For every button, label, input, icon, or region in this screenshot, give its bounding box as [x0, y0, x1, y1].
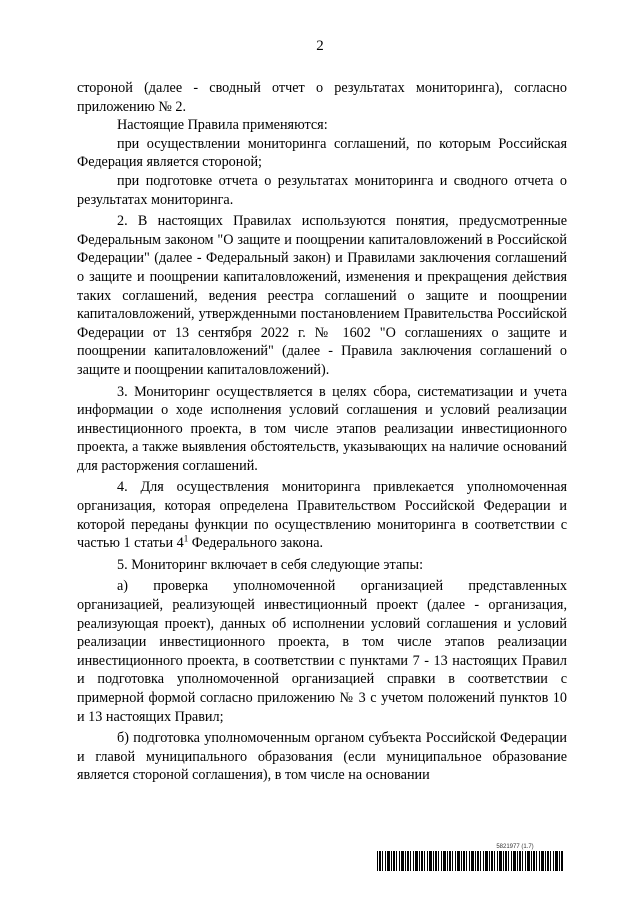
paragraph-monitoring-agreements: при осуществлении мониторинга соглашений, по которым Российская Федерация является стороной;	[77, 135, 567, 171]
document-body	[77, 79, 567, 785]
item-4-text-end: Федерального закона.	[188, 535, 324, 552]
page-number: 2	[316, 38, 324, 54]
paragraph-report-preparation: при подготовке отчета о результатах мониторинга и сводного отчета о результатах мониторинга.	[77, 172, 567, 208]
paragraph-item-4	[77, 478, 567, 552]
document-code: 5821977 (1.7)	[496, 844, 534, 850]
paragraph-rules-apply: Настоящие Правила применяются:	[117, 117, 328, 134]
item-4-text: 4. Для осуществления мониторинга привлекается уполномоченная организация, которая определена Правительством Российской Федерации и которой переданы функции по осуществлению мониторинга в соответствии с частью 1 статьи 4	[77, 479, 567, 552]
paragraph-item-2: 2. В настоящих Правилах используются понятия, предусмотренные Федеральным законом "О защите и поощрении капиталовложений в Российской Федерации" (далее - Федеральный закон) и Правилами заключения соглашений о защите и поощрении капиталовложений, изменения и прекращения действия таких соглашений, ведения реестра соглашений о защите и поощрении капиталовложений, утвержденными постановлением Правительства Российской Федерации от 13 сентября 2022 г. № 1602 "О соглашениях о защите и поощрении капиталовложений" (далее - Правила заключения соглашений о защите и поощрении капиталовложений).	[77, 213, 567, 378]
paragraph-item-3: 3. Мониторинг осуществляется в целях сбора, систематизации и учета информации о ходе исполнения условий соглашения и условий реализации инвестиционного проекта, в том числе этапов реализации инвестиционного проекта, а также выявления обстоятельств, указывающих на наличие оснований для расторжения соглашений.	[77, 383, 567, 474]
superscript: 1	[183, 533, 189, 544]
paragraph-subitem-a: а) проверка уполномоченной организацией представленных организацией, реализующей инвестиционный проект (далее - организация, реализующая проект), данных об исполнении условий соглашения и условий реализации инвестиционного проекта, в том числе этапов реализации инвестиционного проекта, в соответствии с пунктами 7 - 13 настоящих Правил и подготовка уполномоченной организацией справки в соответствии с примерной формой согласно приложению № 3 с учетом положений пунктов 10 и 13 настоящих Правил;	[77, 578, 567, 725]
paragraph-subitem-b: б) подготовка уполномоченным органом субъекта Российской Федерации и главой муниципального образования (если муниципальное образование является стороной соглашения), в том числе на основании	[77, 730, 567, 784]
paragraph-continuation: стороной (далее - сводный отчет о результатах мониторинга), согласно приложению № 2.	[77, 80, 567, 115]
paragraph-item-5: 5. Мониторинг включает в себя следующие этапы:	[117, 556, 424, 573]
barcode	[377, 851, 564, 871]
